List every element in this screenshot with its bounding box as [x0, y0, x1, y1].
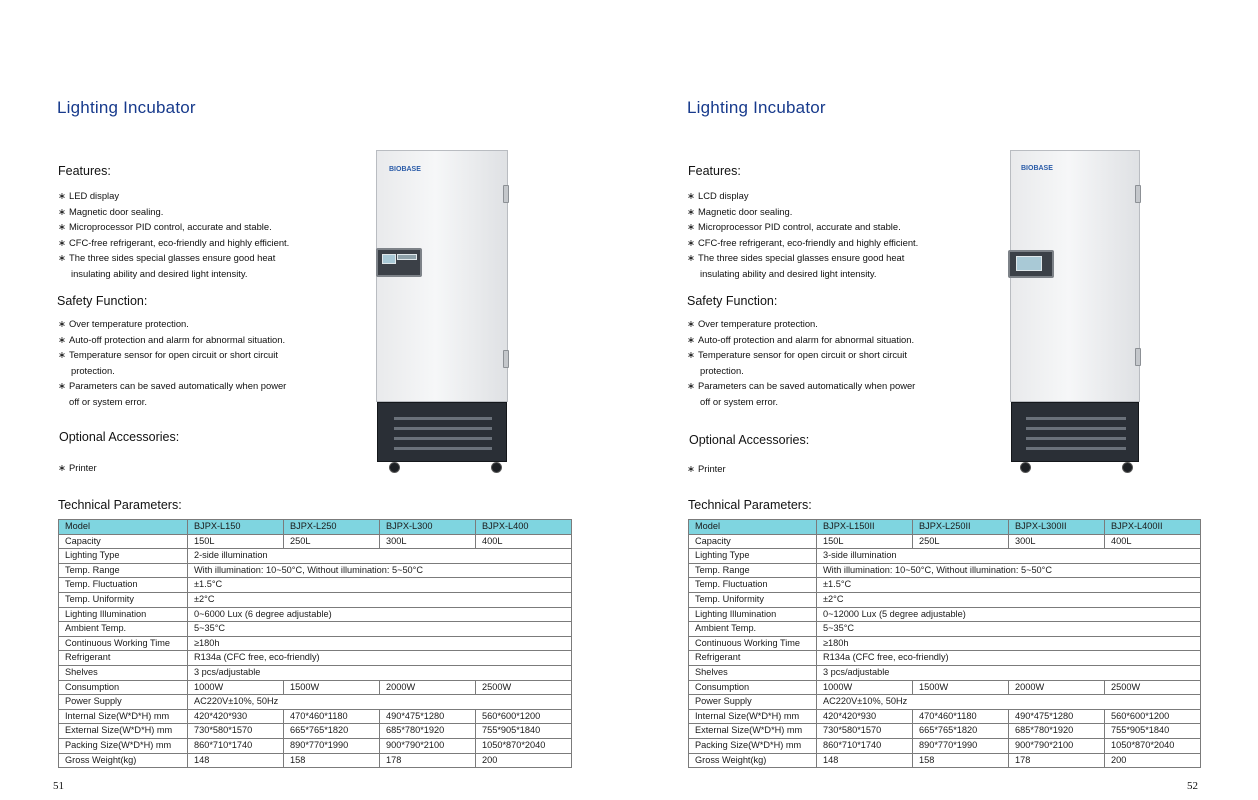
table-row: [689, 753, 1201, 768]
parameter-name-cell: Lighting Illumination: [689, 607, 817, 622]
value-cell: 1050*870*2040: [1105, 738, 1201, 753]
value-cell: 1050*870*2040: [476, 738, 572, 753]
value-cell: 1000W: [817, 680, 913, 695]
value-cell: 150L: [188, 534, 284, 549]
parameter-name-cell: Gross Weight(kg): [689, 753, 817, 768]
technical-parameters-table: [688, 519, 1201, 768]
table-row: [59, 709, 572, 724]
table-row: [689, 738, 1201, 753]
safety-item: ∗ Auto-off protection and alarm for abnormal situation.: [58, 333, 286, 345]
value-cell: 178: [1009, 753, 1105, 768]
parameter-name-cell: Gross Weight(kg): [59, 753, 188, 768]
parameter-name-cell: Packing Size(W*D*H) mm: [689, 738, 817, 753]
parameter-name-cell: Lighting Type: [689, 549, 817, 564]
header-cell: BJPX-L400II: [1105, 520, 1201, 535]
safety-heading: Safety Function:: [57, 294, 148, 308]
brand-logo: BIOBASE: [389, 166, 421, 173]
parameter-name-cell: Internal Size(W*D*H) mm: [59, 709, 188, 724]
page-title: Lighting Incubator: [57, 98, 196, 117]
header-cell: Model: [689, 520, 817, 535]
feature-item: ∗ LED display: [58, 190, 120, 201]
feature-item: ∗ Microprocessor PID control, accurate and stable.: [58, 221, 272, 233]
table-row: [59, 738, 572, 753]
table-row: [689, 724, 1201, 739]
value-cell: 420*420*930: [188, 709, 284, 724]
parameter-name-cell: Lighting Type: [59, 549, 188, 564]
value-cell: 560*600*1200: [1105, 709, 1201, 724]
value-cell: With illumination: 10~50°C, Without illumination: 5~50°C: [188, 563, 572, 578]
technical-parameters-table: [58, 519, 572, 768]
value-cell: AC220V±10%, 50Hz: [817, 695, 1201, 710]
parameter-name-cell: Continuous Working Time: [59, 636, 188, 651]
value-cell: 755*905*1840: [1105, 724, 1201, 739]
header-cell: BJPX-L300II: [1009, 520, 1105, 535]
table-header-row: [689, 520, 1201, 535]
parameter-name-cell: External Size(W*D*H) mm: [59, 724, 188, 739]
parameter-name-cell: Temp. Uniformity: [59, 592, 188, 607]
feature-item: ∗ CFC-free refrigerant, eco-friendly and highly efficient.: [58, 236, 290, 248]
safety-list: [687, 316, 915, 410]
value-cell: 3-side illumination: [817, 549, 1201, 564]
accessory-item: ∗ Printer: [687, 463, 726, 474]
accessories-heading: Optional Accessories:: [689, 433, 810, 447]
features-heading: Features:: [688, 164, 741, 178]
value-cell: 470*460*1180: [913, 709, 1009, 724]
value-cell: 860*710*1740: [188, 738, 284, 753]
value-cell: 300L: [1009, 534, 1105, 549]
safety-item: ∗ Temperature sensor for open circuit or short circuit protection.: [687, 349, 907, 376]
parameter-name-cell: Temp. Range: [59, 563, 188, 578]
incubator-product-image: [376, 150, 510, 475]
table-row: [59, 651, 572, 666]
value-cell: ±1.5°C: [188, 578, 572, 593]
value-cell: 158: [913, 753, 1009, 768]
parameter-name-cell: Internal Size(W*D*H) mm: [689, 709, 817, 724]
safety-item: ∗ Parameters can be saved automatically when power off or system error.: [58, 380, 287, 407]
value-cell: ±2°C: [188, 592, 572, 607]
table-row: [689, 563, 1201, 578]
feature-item: ∗ LCD display: [687, 190, 749, 201]
value-cell: 890*770*1990: [284, 738, 380, 753]
value-cell: 200: [476, 753, 572, 768]
table-row: [59, 680, 572, 695]
parameter-name-cell: Ambient Temp.: [59, 622, 188, 637]
brand-logo: BIOBASE: [1021, 165, 1053, 172]
value-cell: ≥180h: [188, 636, 572, 651]
parameter-name-cell: Continuous Working Time: [689, 636, 817, 651]
parameter-name-cell: Refrigerant: [59, 651, 188, 666]
parameter-name-cell: Temp. Fluctuation: [59, 578, 188, 593]
value-cell: ±2°C: [817, 592, 1201, 607]
safety-item: ∗ Parameters can be saved automatically when power off or system error.: [687, 380, 916, 407]
accessories-list: [687, 461, 726, 477]
table-row: [689, 592, 1201, 607]
value-cell: 900*790*2100: [380, 738, 476, 753]
safety-item: ∗ Temperature sensor for open circuit or short circuit protection.: [58, 349, 278, 376]
value-cell: ±1.5°C: [817, 578, 1201, 593]
accessories-heading: Optional Accessories:: [59, 430, 180, 444]
table-row: [59, 753, 572, 768]
value-cell: 200: [1105, 753, 1201, 768]
value-cell: 890*770*1990: [913, 738, 1009, 753]
value-cell: 685*780*1920: [1009, 724, 1105, 739]
parameter-name-cell: Refrigerant: [689, 651, 817, 666]
table-row: [59, 724, 572, 739]
value-cell: 150L: [817, 534, 913, 549]
value-cell: 178: [380, 753, 476, 768]
value-cell: 420*420*930: [817, 709, 913, 724]
value-cell: 755*905*1840: [476, 724, 572, 739]
safety-item: ∗ Over temperature protection.: [687, 318, 818, 329]
value-cell: 560*600*1200: [476, 709, 572, 724]
table-row: [689, 534, 1201, 549]
safety-item: ∗ Over temperature protection.: [58, 318, 189, 329]
table-row: [689, 578, 1201, 593]
feature-item: ∗ The three sides special glasses ensure good heat insulating ability and desired light intensity.: [58, 252, 276, 279]
value-cell: 1000W: [188, 680, 284, 695]
table-row: [689, 680, 1201, 695]
value-cell: 148: [817, 753, 913, 768]
header-cell: Model: [59, 520, 188, 535]
page-number: 51: [53, 780, 64, 792]
feature-item: ∗ The three sides special glasses ensure good heat insulating ability and desired light intensity.: [687, 252, 905, 279]
table-row: [59, 607, 572, 622]
parameter-name-cell: Lighting Illumination: [59, 607, 188, 622]
value-cell: 400L: [1105, 534, 1201, 549]
table-row: [689, 622, 1201, 637]
header-cell: BJPX-L300: [380, 520, 476, 535]
safety-heading: Safety Function:: [687, 294, 778, 308]
features-list: [687, 188, 918, 282]
incubator-product-image: [1010, 150, 1142, 475]
value-cell: 730*580*1570: [188, 724, 284, 739]
safety-item: ∗ Auto-off protection and alarm for abnormal situation.: [687, 333, 915, 345]
table-row: [59, 665, 572, 680]
accessory-item: ∗ Printer: [58, 462, 97, 473]
parameter-name-cell: Ambient Temp.: [689, 622, 817, 637]
value-cell: AC220V±10%, 50Hz: [188, 695, 572, 710]
catalog-page-right: [629, 0, 1258, 800]
tech-params-heading: Technical Parameters:: [58, 498, 182, 512]
table-row: [59, 534, 572, 549]
value-cell: 2000W: [380, 680, 476, 695]
value-cell: 2-side illumination: [188, 549, 572, 564]
value-cell: 665*765*1820: [284, 724, 380, 739]
value-cell: 250L: [913, 534, 1009, 549]
value-cell: With illumination: 10~50°C, Without illumination: 5~50°C: [817, 563, 1201, 578]
page-number: 52: [1187, 780, 1198, 792]
table-row: [689, 636, 1201, 651]
parameter-name-cell: Consumption: [59, 680, 188, 695]
value-cell: 490*475*1280: [380, 709, 476, 724]
table-row: [59, 636, 572, 651]
feature-item: ∗ Microprocessor PID control, accurate and stable.: [687, 221, 901, 233]
value-cell: 5~35°C: [188, 622, 572, 637]
safety-list: [58, 316, 286, 410]
table-row: [689, 607, 1201, 622]
parameter-name-cell: Consumption: [689, 680, 817, 695]
parameter-name-cell: Power Supply: [689, 695, 817, 710]
parameter-name-cell: Temp. Uniformity: [689, 592, 817, 607]
value-cell: 1500W: [913, 680, 1009, 695]
value-cell: ≥180h: [817, 636, 1201, 651]
table-row: [689, 651, 1201, 666]
features-heading: Features:: [58, 164, 111, 178]
value-cell: 860*710*1740: [817, 738, 913, 753]
table-header-row: [59, 520, 572, 535]
table-row: [59, 578, 572, 593]
value-cell: 250L: [284, 534, 380, 549]
table-row: [59, 563, 572, 578]
feature-item: ∗ Magnetic door sealing.: [687, 205, 793, 217]
parameter-name-cell: Capacity: [59, 534, 188, 549]
value-cell: 5~35°C: [817, 622, 1201, 637]
table-row: [689, 695, 1201, 710]
parameter-name-cell: Temp. Range: [689, 563, 817, 578]
parameter-name-cell: Shelves: [689, 665, 817, 680]
table-row: [59, 695, 572, 710]
value-cell: 0~6000 Lux (6 degree adjustable): [188, 607, 572, 622]
value-cell: 490*475*1280: [1009, 709, 1105, 724]
features-list: [58, 188, 289, 282]
value-cell: 2500W: [1105, 680, 1201, 695]
accessories-list: [58, 460, 97, 476]
parameter-name-cell: Packing Size(W*D*H) mm: [59, 738, 188, 753]
value-cell: 0~12000 Lux (5 degree adjustable): [817, 607, 1201, 622]
value-cell: 3 pcs/adjustable: [188, 665, 572, 680]
table-row: [59, 622, 572, 637]
value-cell: 3 pcs/adjustable: [817, 665, 1201, 680]
value-cell: R134a (CFC free, eco-friendly): [188, 651, 572, 666]
value-cell: 2500W: [476, 680, 572, 695]
feature-item: ∗ CFC-free refrigerant, eco-friendly and highly efficient.: [687, 236, 919, 248]
table-row: [689, 665, 1201, 680]
value-cell: 470*460*1180: [284, 709, 380, 724]
value-cell: 400L: [476, 534, 572, 549]
value-cell: 685*780*1920: [380, 724, 476, 739]
value-cell: R134a (CFC free, eco-friendly): [817, 651, 1201, 666]
tech-params-heading: Technical Parameters:: [688, 498, 812, 512]
feature-item: ∗ Magnetic door sealing.: [58, 205, 164, 217]
value-cell: 730*580*1570: [817, 724, 913, 739]
value-cell: 1500W: [284, 680, 380, 695]
table-row: [689, 549, 1201, 564]
table-row: [689, 709, 1201, 724]
header-cell: BJPX-L400: [476, 520, 572, 535]
value-cell: 900*790*2100: [1009, 738, 1105, 753]
parameter-name-cell: Power Supply: [59, 695, 188, 710]
parameter-name-cell: Capacity: [689, 534, 817, 549]
header-cell: BJPX-L250: [284, 520, 380, 535]
value-cell: 665*765*1820: [913, 724, 1009, 739]
header-cell: BJPX-L150: [188, 520, 284, 535]
value-cell: 2000W: [1009, 680, 1105, 695]
value-cell: 148: [188, 753, 284, 768]
table-row: [59, 549, 572, 564]
page-title: Lighting Incubator: [687, 98, 826, 117]
parameter-name-cell: External Size(W*D*H) mm: [689, 724, 817, 739]
header-cell: BJPX-L150II: [817, 520, 913, 535]
value-cell: 300L: [380, 534, 476, 549]
parameter-name-cell: Shelves: [59, 665, 188, 680]
value-cell: 158: [284, 753, 380, 768]
table-row: [59, 592, 572, 607]
parameter-name-cell: Temp. Fluctuation: [689, 578, 817, 593]
header-cell: BJPX-L250II: [913, 520, 1009, 535]
